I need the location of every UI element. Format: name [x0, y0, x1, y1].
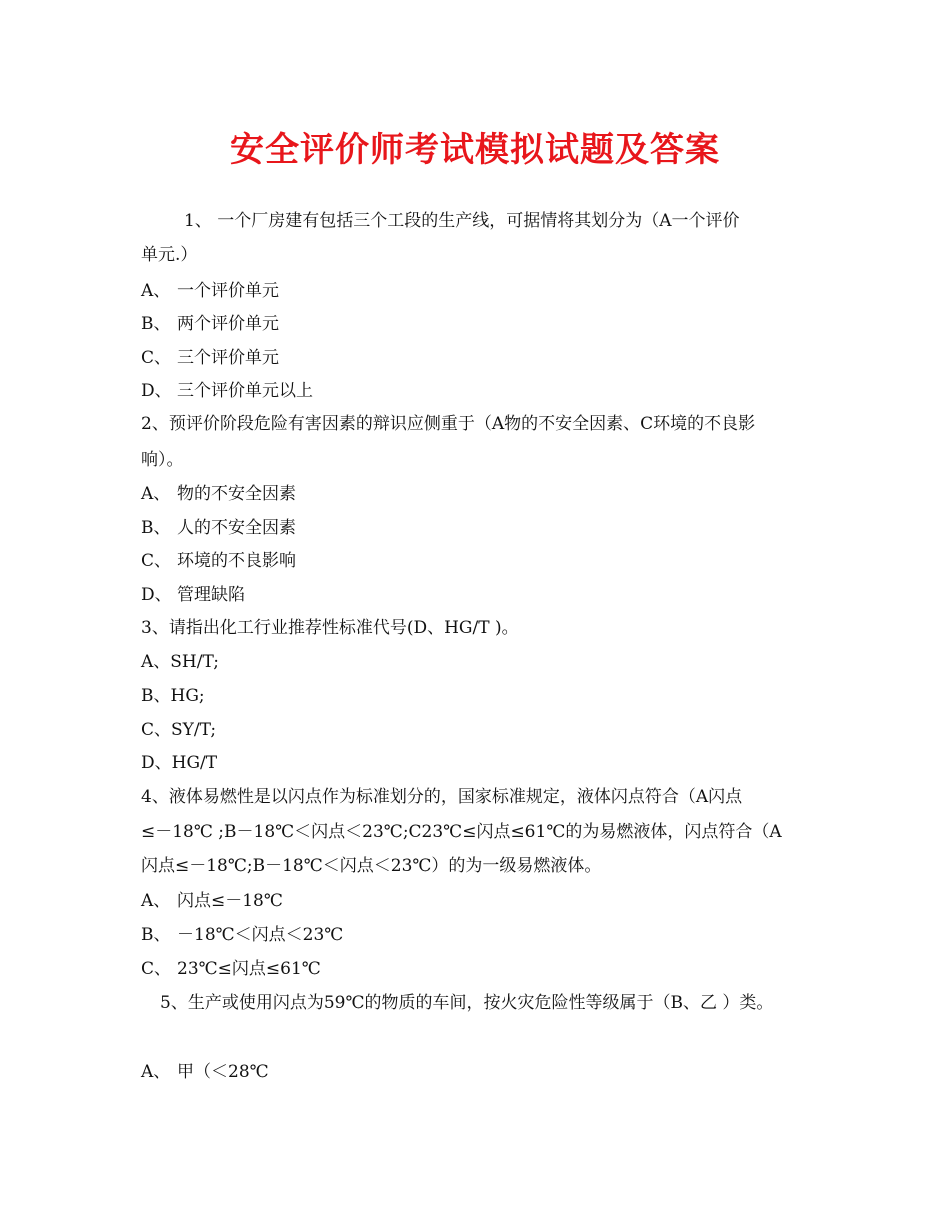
option-text: 物的不安全因素 [177, 484, 296, 504]
option-label: B、 [141, 518, 171, 538]
question-5-option-a [141, 1061, 831, 1083]
option-text: －18℃＜闪点＜23℃ [177, 925, 344, 945]
option-text: 人的不安全因素 [177, 518, 296, 538]
option-label: B、 [141, 925, 171, 945]
question-4-stem-line-1: 4、液体易燃性是以闪点作为标准划分的，国家标准规定，液体闪点符合（A闪点 [141, 787, 743, 807]
question-1-option-d [141, 380, 831, 402]
question-4-stem-line-3: 闪点≤－18℃;B－18℃＜闪点＜23℃）的为一级易燃液体。 [141, 856, 602, 876]
page-title: 安全评价师考试模拟试题及答案 [230, 130, 720, 170]
option-label: D、 [141, 585, 172, 605]
question-4-option-c [141, 958, 831, 980]
option-text: 环境的不良影响 [177, 551, 296, 571]
option-text: 三个评价单元以上 [177, 381, 313, 401]
question-3-option-b: B、HG; [141, 686, 205, 706]
question-2-option-c [141, 550, 831, 572]
question-5-stem-line-1: 5、生产或使用闪点为59℃的物质的车间，按火灾危险性等级属于（B、乙 ）类。 [160, 993, 774, 1013]
option-text: 闪点≤－18℃ [177, 891, 283, 911]
option-label: C、 [141, 551, 172, 571]
option-label: D、 [141, 381, 172, 401]
option-label: A、 [141, 1062, 171, 1082]
question-4-option-a [141, 890, 831, 912]
question-1-stem-line-2: 单元.） [141, 245, 198, 265]
question-3-option-a: A、SH/T; [141, 652, 219, 672]
option-label: C、 [141, 348, 172, 368]
option-text: 管理缺陷 [177, 585, 245, 605]
option-text: 一个评价单元 [177, 281, 279, 301]
question-2-option-a [141, 483, 831, 505]
question-4-option-b [141, 924, 831, 946]
question-1-option-c [141, 347, 831, 369]
question-3-stem-line-1: 3、请指出化工行业推荐性标准代号(D、HG/T )。 [141, 618, 519, 638]
question-1-stem-line-1: 1、 一个厂房建有包括三个工段的生产线，可据情将其划分为（A一个评价 [184, 211, 740, 231]
option-label: A、 [141, 891, 171, 911]
question-2-option-d [141, 584, 831, 606]
option-text: 两个评价单元 [177, 314, 279, 334]
question-3-option-d: D、HG/T [141, 753, 218, 773]
option-text: 23℃≤闪点≤61℃ [177, 959, 321, 979]
option-text: 三个评价单元 [177, 348, 279, 368]
question-2-stem-line-2: 响）。 [141, 450, 184, 470]
option-label: A、 [141, 484, 171, 504]
question-1-option-a [141, 280, 831, 302]
question-3-option-c: C、SY/T; [141, 720, 217, 740]
question-4-stem-line-2: ≤－18℃ ;B－18℃＜闪点＜23℃;C23℃≤闪点≤61℃的为易燃液体，闪点符合（A [141, 822, 782, 842]
question-1-option-b [141, 313, 831, 335]
option-label: A、 [141, 281, 171, 301]
question-2-option-b [141, 517, 831, 539]
option-label: C、 [141, 959, 172, 979]
option-text: 甲（＜28℃ [177, 1062, 269, 1082]
question-2-stem-line-1: 2、预评价阶段危险有害因素的辩识应侧重于（A物的不安全因素、C环境的不良影 [141, 414, 756, 434]
option-label: B、 [141, 314, 171, 334]
